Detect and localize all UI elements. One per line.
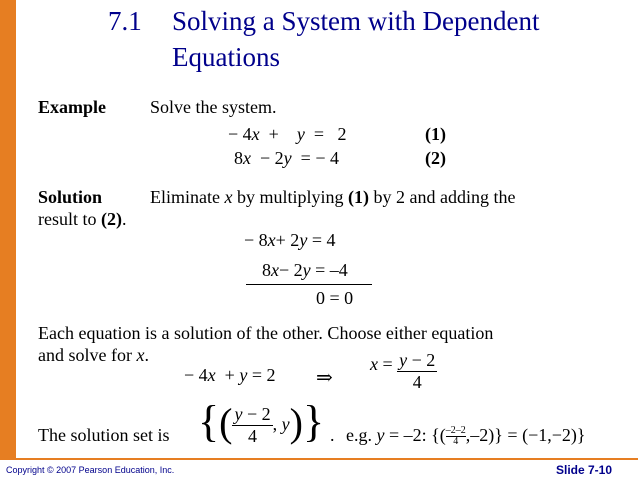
work-line2: 8x− 2y = –4 <box>262 260 348 280</box>
example-substitution: e.g. y = –2: {( $\frac{-2-2}{4},-2)\} = (-1,-2)$} <box>346 425 586 448</box>
system-eq1: − 4x + y = 2 <box>228 124 347 144</box>
explain-line2: and solve for x. <box>38 345 149 365</box>
solution-set-text: The solution set is <box>38 425 170 445</box>
solved-eq-right: x = $\frac{y - 2}{4}$ <box>370 350 436 392</box>
solution-set-expression: {( $\frac{y - 2}{4}$ , y)} <box>198 397 325 447</box>
orange-sidebar <box>0 0 16 458</box>
example-label: Example <box>38 97 107 117</box>
explain-line1: Each equation is a solution of the other. Choose either equation <box>38 323 494 343</box>
solution-text-line2: result to (2). <box>38 209 127 229</box>
title-line2: Equations <box>172 42 280 72</box>
work-line1: − 8x+ 2y = 4 <box>244 230 336 250</box>
slide-number: Slide 7-10 <box>556 463 613 477</box>
work-line3: 0 = 0 <box>316 288 354 308</box>
solved-eq-left: − 4x + y = 2 <box>184 365 276 385</box>
title-number: 7.1 <box>108 6 142 36</box>
solution-label: Solution <box>38 187 103 207</box>
system-eq2: 8x − 2y = − 4 <box>234 148 339 168</box>
example-prompt: Solve the system. <box>150 97 277 117</box>
copyright: Copyright © 2007 Pearson Education, Inc. <box>6 465 175 475</box>
title-line1: Solving a System with Dependent <box>172 6 540 36</box>
eq1-tag: (1) <box>425 124 446 144</box>
sum-rule <box>246 284 372 285</box>
solution-text-line1: Eliminate x by multiplying (1) by 2 and adding the <box>150 187 516 207</box>
bottom-rule <box>0 458 638 460</box>
eq2-tag: (2) <box>425 148 446 168</box>
solution-set-period: . <box>330 425 335 445</box>
implies-symbol: ⇒ <box>316 367 333 389</box>
